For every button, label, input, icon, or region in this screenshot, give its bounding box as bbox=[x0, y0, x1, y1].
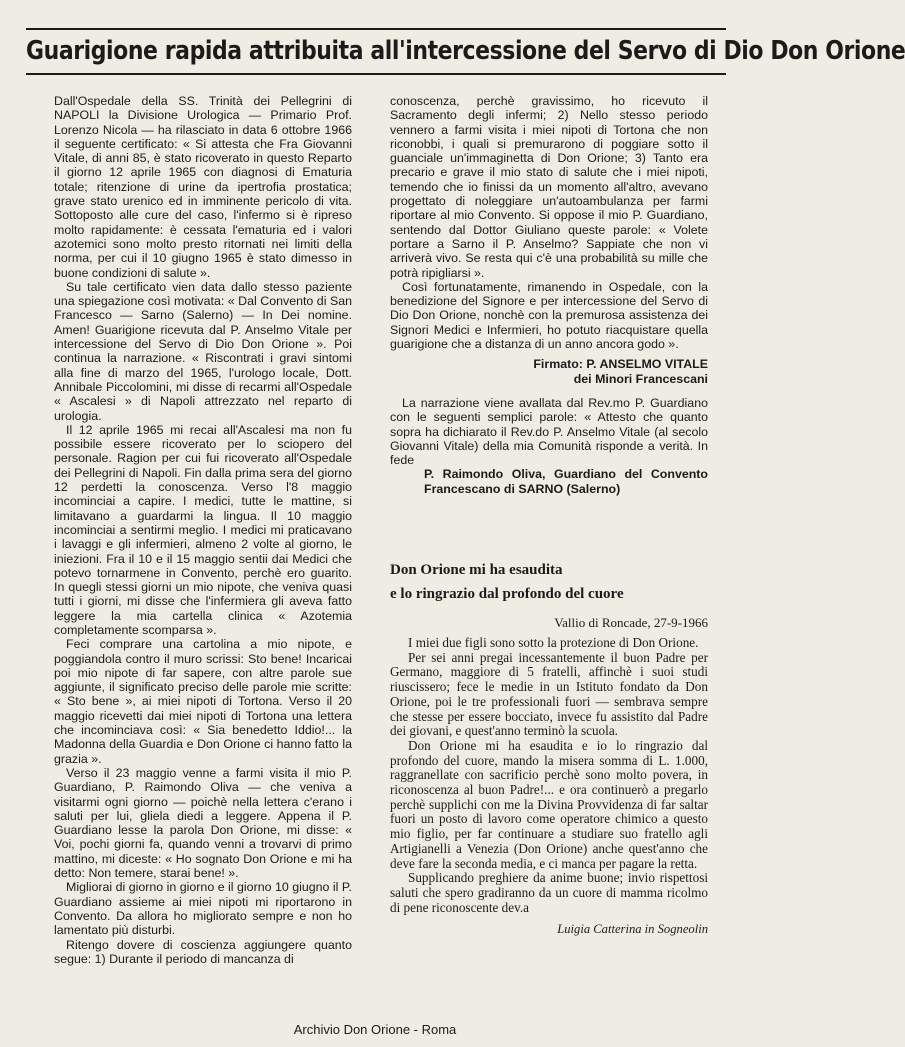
letter-title-line-1: Don Orione mi ha esaudita bbox=[390, 562, 563, 578]
article-paragraph: Il 12 aprile 1965 mi recai all'Ascalesi ma non fu possibile essere ricoverato per lo sciopero del personale. Ragion per cui fui ricoverato all'Ospedale dei Pellegrini di Napoli. Fin dalla prima sera del giorno 12 perdetti la conoscenza. Verso l'8 maggio incominciai a capire. I medici, tutte le mattine, si limitavano a guardarmi la lingua. Il 10 maggio incominciai a sentirmi meglio. I medici mi praticavano i lavaggi e gli infermieri, almeno 2 volte al giorno, le iniezioni. Fra il 10 e il 15 maggio sentii dai Medici che potevo tornarmene in Convento, perchè ero guarito. In quegli stessi giorni un mio nipote, che veniva quasi tutti i giorni, mi disse che l'infermiera gli aveva fatto leggere la mia cartella clinica « Azotemia completamente scomparsa ». bbox=[54, 422, 352, 637]
article-left-column bbox=[54, 94, 352, 966]
article-right-column bbox=[390, 94, 708, 496]
letter-paragraph: Don Orione mi ha esaudita e io lo ringrazio dal profondo del cuore, mando la misera somma di L. 1.000, raggranellate con sacrificio perchè sono molto povera, in riconoscenza al buon Padre!... e ora continuerò a pregarlo perchè supplichi con me la Divina Provvidenza di far saltar fuori un posto di lavoro come operatore chimico a questo mio figlio, per far continuare a studiare suo fratello agli Artigianelli a Venezia (Don Orione) anche quest'anno che deve fare la seconda media, e ci manca per pagare la retta. bbox=[390, 737, 708, 871]
signature-anselmo bbox=[390, 357, 708, 386]
letter-paragraph: I miei due figli sono sotto la protezione di Don Orione. bbox=[408, 635, 699, 650]
letter-body bbox=[390, 636, 708, 915]
headline-bottom-rule bbox=[26, 73, 726, 75]
article-paragraph: Migliorai di giorno in giorno e il giorno 10 giugno il P. Guardiano assieme ai miei nipoti mi riportarono in Convento. Da allora ho migliorato sempre e non ho lamentato più disturbi. bbox=[54, 880, 352, 938]
attestation-signature: P. Raimondo Oliva, Guardiano del Convento Francescano di SARNO (Salerno) bbox=[424, 467, 708, 496]
article-paragraph: Così fortunatamente, rimanendo in Ospedale, con la benedizione del Signore e per intercessione del Servo di Dio Don Orione, nonchè con la premurosa assistenza dei Signori Medici e Infermieri, ho potuto riacquistare quella guarigione che a distanza di un anno ancora godo ». bbox=[390, 279, 708, 352]
letter-paragraph: Supplicando preghiere da anime buone; invio rispettosi saluti che spero gradiranno da un cuore di mamma ricolmo di pene riconoscente dev.a bbox=[390, 870, 708, 915]
signature-line-2: dei Minori Francescani bbox=[573, 371, 708, 386]
letter-paragraph: Per sei anni pregai incessantemente il buon Padre per Germano, maggiore di 5 fratelli, affinchè i suoi studi riuscissero; fece le medie in un Istituto fondato da Don Orione, poi le tre professionali fuori — sembrava sempre che stesse per essere bocciato, invece fu assistito dal Padre dei giovani, e quest'anno terminò la scuola. bbox=[390, 649, 708, 739]
article-paragraph: Ritengo dovere di coscienza aggiungere quanto segue: 1) Durante il periodo di mancanza di bbox=[54, 937, 352, 966]
signature-line-1: Firmato: P. ANSELMO VITALE bbox=[533, 357, 708, 372]
article-paragraph: conoscenza, perchè gravissimo, ho ricevuto il Sacramento degli infermi; 2) Nello stesso periodo vennero a farmi visita i miei nipoti di Tortona che non riconobbi, i quali si premurarono di poggiare sotto il guanciale un'immaginetta di Don Orione; 3) Tanto era precario e grave il mio stato di salute che i miei nipoti, temendo che io finissi da un momento all'altro, avevano progettato di noleggiare un'autoambulanza per farmi riportare al mio Convento. Si oppose il mio P. Guardiano, sentendo dal Dottor Giuliano queste parole: « Volete portare a Sarno il P. Anselmo? Sappiate che non vi arriverà vivo. Se resta qui c'è una probabilità su mille che potrà ripigliarsi ». bbox=[390, 94, 708, 280]
letter-place-date: Vallio di Roncade, 27-9-1966 bbox=[554, 615, 708, 630]
article-paragraph: Su tale certificato vien data dallo stesso paziente una spiegazione così motivata: « Dal Convento di San Francesco — Sarno (Salerno) — In Dei nomine. Amen! Guarigione ricevuta dal P. Anselmo Vitale per intercessione del Servo di Dio Don Orione ». Poi continua la narrazione. « Riscontrati i gravi sintomi alla fine di marzo del 1965, l'urologo locale, Dott. Annibale Piccolomini, mi disse di recarmi all'Ospedale « Ascalesi » di Napoli attrezzato nel reparto di urologia. bbox=[54, 279, 352, 423]
article-paragraph: Dall'Ospedale della SS. Trinità dei Pellegrini di NAPOLI la Divisione Urologica — Primario Prof. Lorenzo Nicola — ha rilasciato in data 6 ottobre 1966 il seguente certificato: « Si attesta che Fra Giovanni Vitale, di anni 85, è stato ricoverato in questo Reparto il giorno 12 aprile 1965 con diagnosi di Ematuria totale; ritenzione di urine da ipertrofia prostatica; grave stato urenico ed in imminente pericolo di vita. Sottoposto alle cure del caso, l'infermo si è ripreso molto rapidamente: è cessata l'ematuria ed i valori azotemici sono molto presto ritornati nei limiti della norma, per cui il 10 giugno 1965 è stato dimesso in buone condizioni di salute ». bbox=[54, 94, 352, 280]
archive-footer: Archivio Don Orione - Roma bbox=[293, 1022, 457, 1037]
article-paragraph: Feci comprare una cartolina a mio nipote, e poggiandola contro il muro scrissi: Sto bene! Incaricai poi mio nipote di far sapere, con altre parole sue aggiunte, il significato preciso delle parole mie scritte: « Sto bene », ai miei nipoti di Tortona. Verso il 20 maggio ricevetti dai miei nipoti di Tortona una lettera che incominciava così: « Sia benedetto Iddio!... la Madonna della Guardia e Don Orione ci hanno fatto la grazia ». bbox=[54, 637, 352, 766]
headline-top-rule bbox=[26, 28, 726, 30]
attestation-paragraph: La narrazione viene avallata dal Rev.mo P. Guardiano con le seguenti semplici parole: « Attesto che quanto sopra ha dichiarato il Rev.do P. Anselmo Vitale (al secolo Giovanni Vitale) della mia Comunità risponde a verità. In fede bbox=[390, 395, 708, 468]
letter-section bbox=[390, 558, 708, 937]
article-paragraph: Verso il 23 maggio venne a farmi visita il mio P. Guardiano, P. Raimondo Oliva — che veniva a visitarmi ogni giorno — poichè nella lettera c'erano i saluti per lui, gliela diedi a leggere. Appena il P. Guardiano lesse la parola Don Orione, mi disse: « Voi, pochi giorni fa, quando venni a trovarvi di primo mattino, mi diceste: « Ho sognato Don Orione e mi ha detto: Non temere, starai bene! ». bbox=[54, 765, 352, 881]
headline: Guarigione rapida attribuita all'intercessione del Servo di Dio Don Orione bbox=[26, 36, 905, 66]
letter-signature: Luigia Catterina in Sogneolin bbox=[557, 922, 708, 937]
letter-title-line-2: e lo ringrazio dal profondo del cuore bbox=[390, 586, 624, 602]
